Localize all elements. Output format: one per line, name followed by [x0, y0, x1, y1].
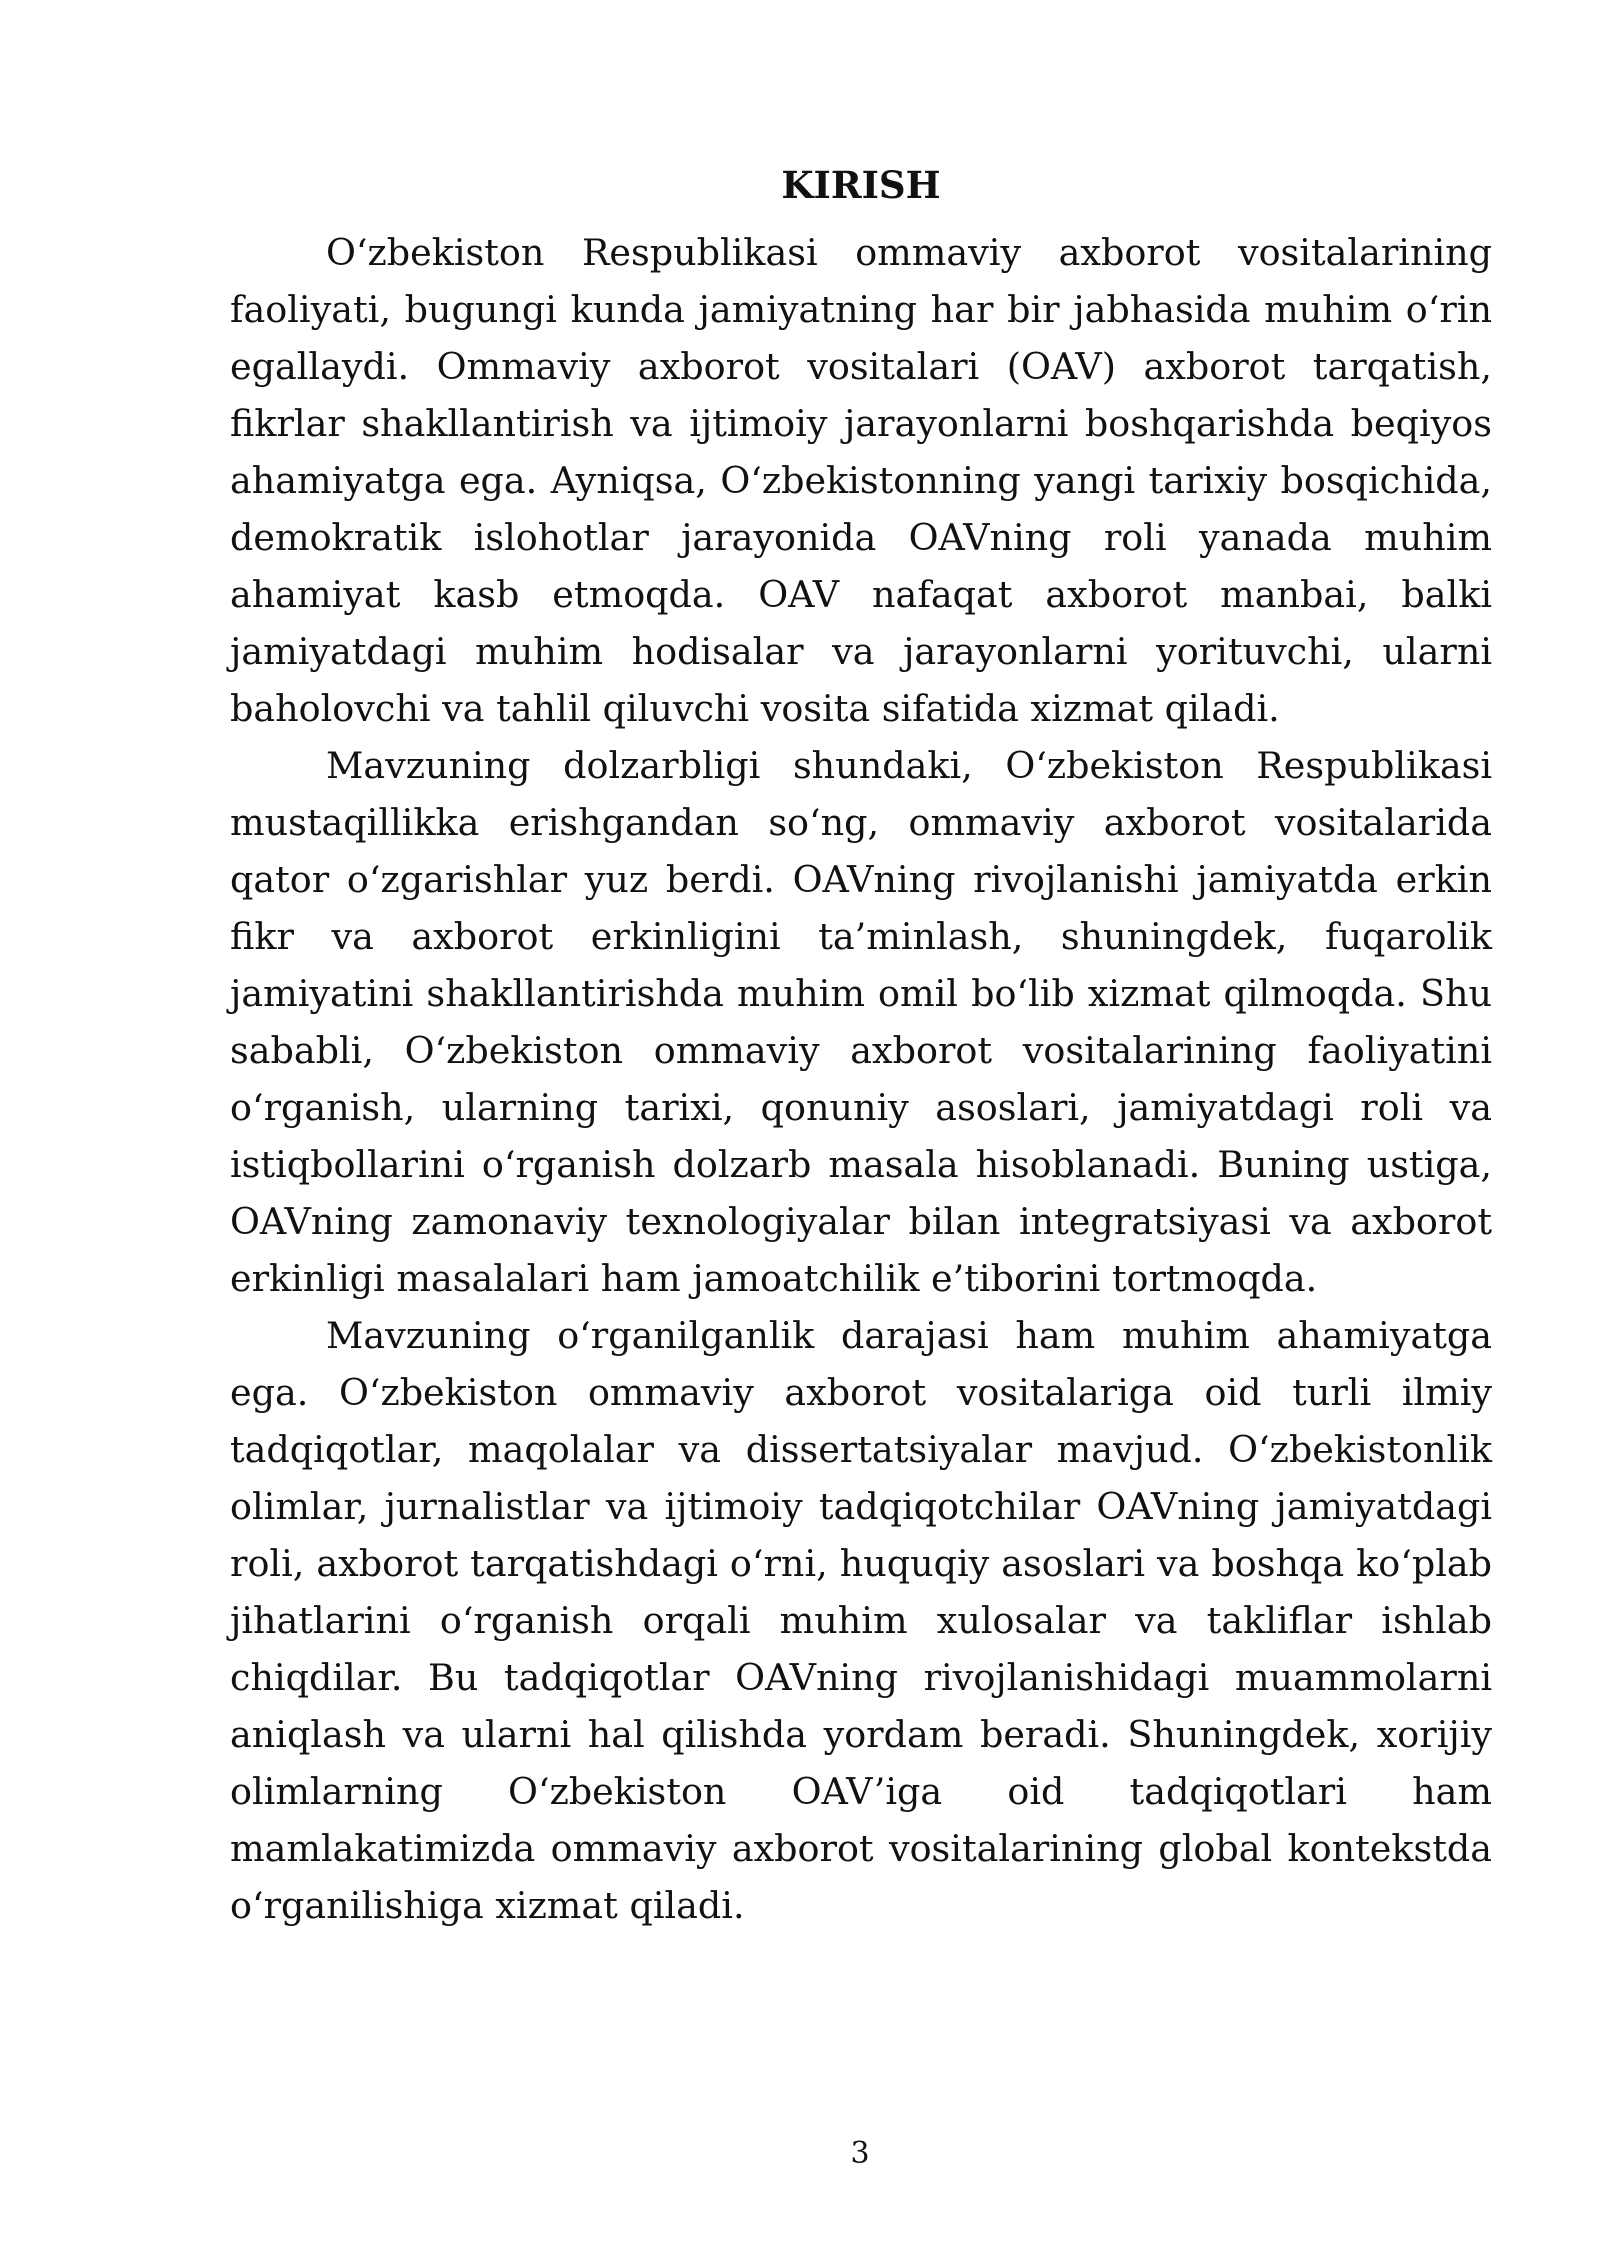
page-title: KIRISH [781, 163, 941, 207]
page-number: 3 [850, 2136, 870, 2171]
paragraph-introduction: O‘zbekiston Respublikasi ommaviy axborot vositalarining faoliyati, bugungi kunda jamiyatning har bir jabhasida muhim o‘rin egallaydi. Ommaviy axborot vositalari (OAV) axborot tarqatish, fikrlar shakllantirish va ijtimoiy jarayonlarni boshqarishda beqiyos ahamiyatga ega. Ayniqsa, O‘zbekistonning yangi tarixiy bosqichida, demokratik islohotlar jarayonida OAVning roli yanada muhim ahamiyat kasb etmoqda. OAV nafaqat axborot manbai, balki jamiyatdagi muhim hodisalar va jarayonlarni yorituvchi, ularni baholovchi va tahlil qiluvchi vosita sifatida xizmat qiladi. [230, 231, 1492, 730]
paragraph-relevance: Mavzuning dolzarbligi shundaki, O‘zbekiston Respublikasi mustaqillikka erishgandan so‘ng, ommaviy axborot vositalarida qator o‘zgarishlar yuz berdi. OAVning rivojlanishi jamiyatda erkin fikr va axborot erkinligini ta’minlash, shuningdek, fuqarolik jamiyatini shakllantirishda muhim omil bo‘lib xizmat qilmoqda. Shu sababli, O‘zbekiston ommaviy axborot vositalarining faoliyatini o‘rganish, ularning tarixi, qonuniy asoslari, jamiyatdagi roli va istiqbollarini o‘rganish dolzarb masala hisoblanadi. Buning ustiga, OAVning zamonaviy texnologiyalar bilan integratsiyasi va axborot erkinligi masalalari ham jamoatchilik e’tiborini tortmoqda. [230, 744, 1492, 1300]
page-content [230, 150, 1492, 1934]
paragraph-research-level: Mavzuning o‘rganilganlik darajasi ham muhim ahamiyatga ega. O‘zbekiston ommaviy axborot vositalariga oid turli ilmiy tadqiqotlar, maqolalar va dissertatsiyalar mavjud. O‘zbekistonlik olimlar, jurnalistlar va ijtimoiy tadqiqotchilar OAVning jamiyatdagi roli, axborot tarqatishdagi o‘rni, huquqiy asoslari va boshqa ko‘plab jihatlarini o‘rganish orqali muhim xulosalar va takliflar ishlab chiqdilar. Bu tadqiqotlar OAVning rivojlanishidagi muammolarni aniqlash va ularni hal qilishda yordam beradi. Shuningdek, xorijiy olimlarning O‘zbekiston OAV’iga oid tadqiqotlari ham mamlakatimizda ommaviy axborot vositalarining global kontekstda o‘rganilishiga xizmat qiladi. [230, 1314, 1492, 1927]
